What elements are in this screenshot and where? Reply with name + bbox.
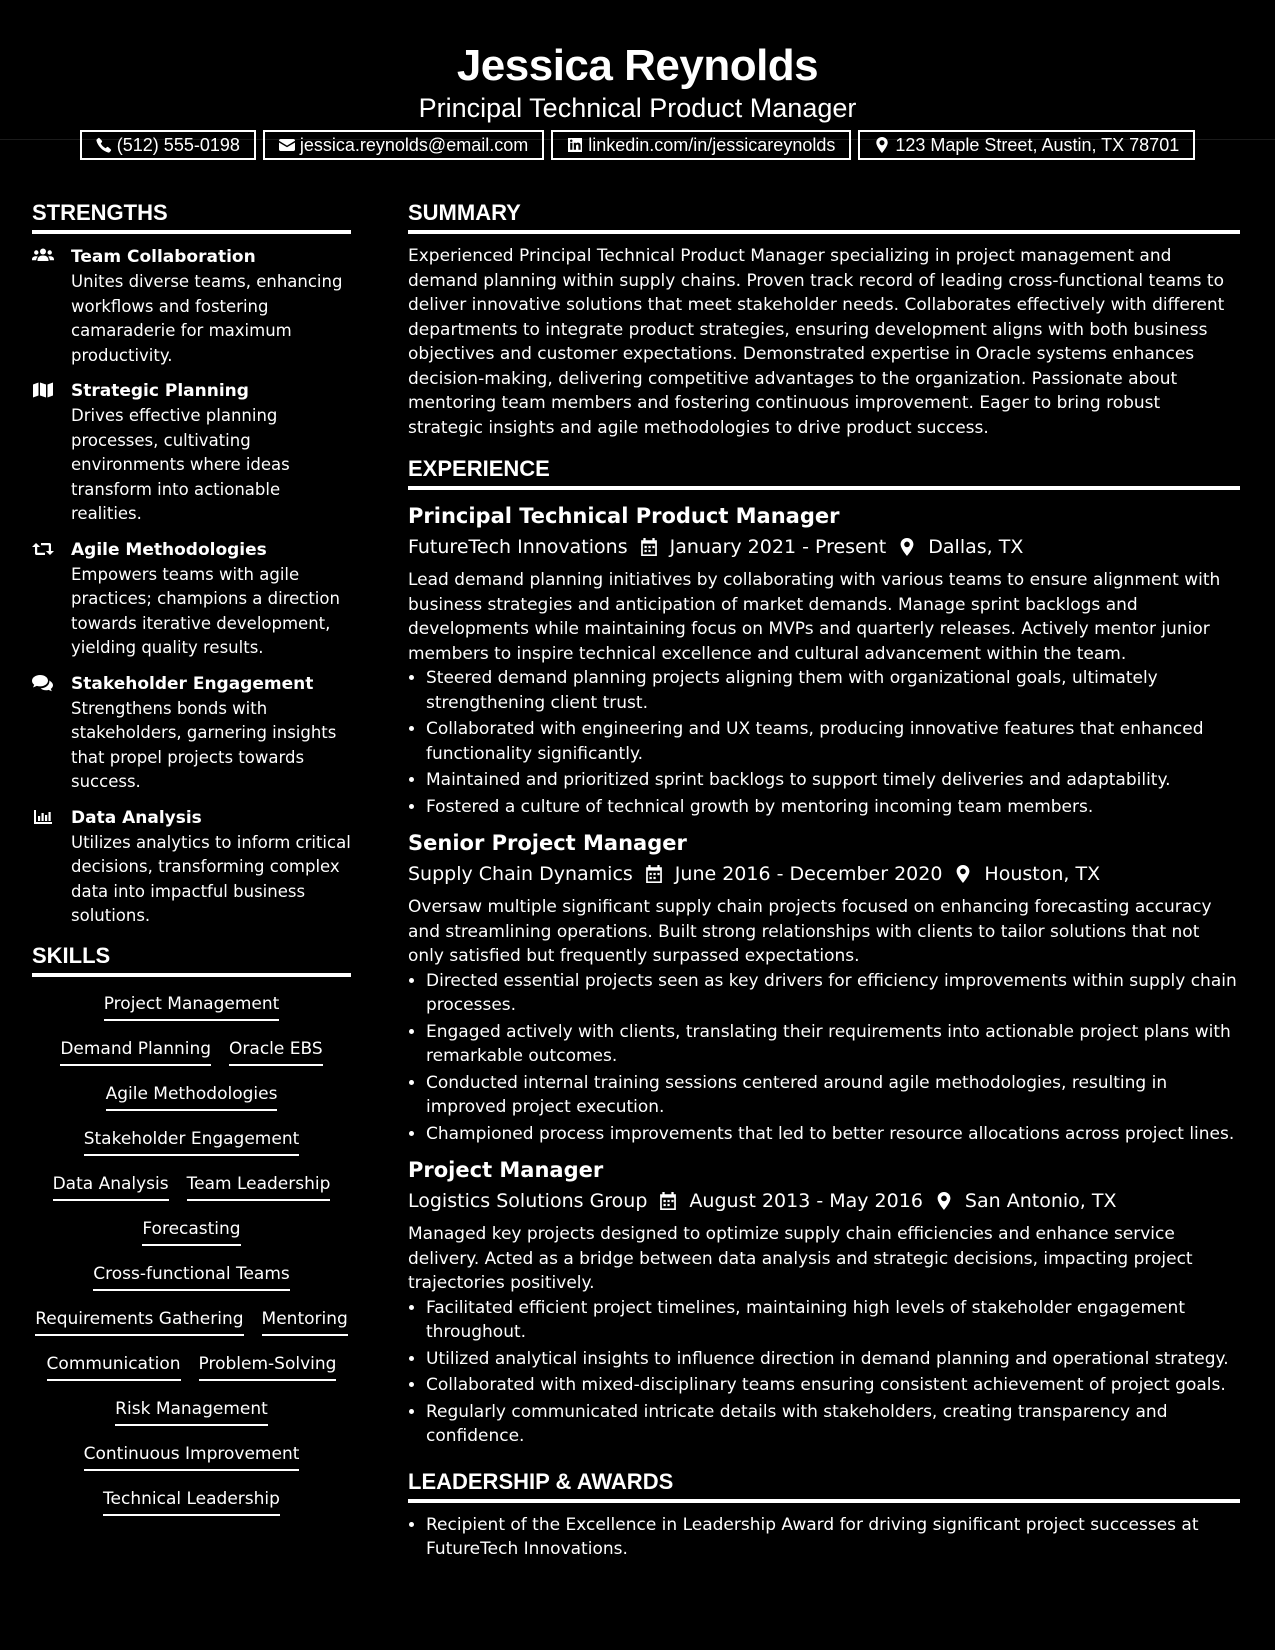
skill-tag: Mentoring xyxy=(262,1306,348,1336)
map-marker-icon xyxy=(954,865,972,883)
job-meta xyxy=(408,859,1240,889)
contact-bar xyxy=(0,130,1275,160)
strength-item xyxy=(32,805,351,929)
job-location: San Antonio, TX xyxy=(964,1190,1117,1212)
strength-title: Strategic Planning xyxy=(71,381,249,401)
strength-title: Team Collaboration xyxy=(71,247,256,267)
job-bullet: • Championed process improvements that led to better resource allocations across project lines. xyxy=(426,1122,1240,1147)
job-dates: January 2021 - Present xyxy=(669,536,887,558)
job-bullets xyxy=(408,1296,1240,1449)
skill-tag: Agile Methodologies xyxy=(106,1081,278,1111)
job-title: Principal Technical Product Manager xyxy=(408,504,840,528)
phone-icon xyxy=(96,137,112,153)
strength-item xyxy=(32,537,351,661)
experience-heading: EXPERIENCE xyxy=(408,454,1240,490)
job-dates: June 2016 - December 2020 xyxy=(674,863,943,885)
strength-item xyxy=(32,244,351,368)
job-bullet: • Utilized analytical insights to influence direction in demand planning and operational strategy. xyxy=(426,1347,1240,1372)
job-company: Logistics Solutions Group xyxy=(408,1190,648,1212)
skill-tag: Continuous Improvement xyxy=(84,1441,300,1471)
strength-item xyxy=(32,671,351,795)
candidate-name: Jessica Reynolds xyxy=(456,41,819,90)
job-bullet: • Facilitated efficient project timelines, maintaining high levels of stakeholder engagement throughout. xyxy=(426,1296,1240,1345)
resume-header xyxy=(0,0,1275,155)
skill-tag: Risk Management xyxy=(115,1396,268,1426)
job-dates: August 2013 - May 2016 xyxy=(689,1190,923,1212)
job-bullets xyxy=(408,666,1240,819)
map-marker-icon xyxy=(898,538,916,556)
map-marker-icon xyxy=(935,1192,953,1210)
job-entry xyxy=(408,827,1240,1146)
skill-tag: Technical Leadership xyxy=(103,1486,280,1516)
contact-phone[interactable] xyxy=(80,130,256,160)
strength-item xyxy=(32,378,351,527)
envelope-icon xyxy=(279,137,295,153)
job-bullet: • Regularly communicated intricate details with stakeholders, creating transparency and confidence. xyxy=(426,1400,1240,1449)
strengths-heading: STRENGTHS xyxy=(32,198,351,234)
job-bullet: • Maintained and prioritized sprint backlogs to support timely deliveries and adaptability. xyxy=(426,768,1240,793)
job-company: Supply Chain Dynamics xyxy=(408,863,633,885)
strength-desc: Strengthens bonds with stakeholders, garnering insights that propel projects towards success. xyxy=(71,698,337,791)
job-meta xyxy=(408,532,1240,562)
job-bullet: • Conducted internal training sessions centered around agile methodologies, resulting in improved project execution. xyxy=(426,1071,1240,1120)
job-bullet: • Steered demand planning projects aligning them with organizational goals, ultimately strengthening client trust. xyxy=(426,666,1240,715)
skill-tag: Communication xyxy=(47,1351,181,1381)
retweet-icon xyxy=(32,540,54,558)
skill-tag: Requirements Gathering xyxy=(35,1306,243,1336)
skill-tag: Cross-functional Teams xyxy=(93,1261,290,1291)
job-entry xyxy=(408,1154,1240,1449)
skill-tag: Team Leadership xyxy=(187,1171,331,1201)
job-bullet: • Engaged actively with clients, translating their requirements into actionable project plans with remarkable outcomes. xyxy=(426,1020,1240,1069)
calendar-icon xyxy=(659,1192,677,1210)
right-column xyxy=(408,198,1240,1564)
job-company: FutureTech Innovations xyxy=(408,536,628,558)
job-title: Project Manager xyxy=(408,1158,604,1182)
strength-title: Agile Methodologies xyxy=(71,539,267,560)
strength-desc: Drives effective planning processes, cultivating environments where ideas transform into actionable realities. xyxy=(71,406,290,523)
job-meta xyxy=(408,1186,1240,1216)
skill-tag: Problem-Solving xyxy=(199,1351,337,1381)
strength-title: Data Analysis xyxy=(71,807,202,828)
skill-tag: Project Management xyxy=(104,991,280,1021)
strength-desc: Utilizes analytics to inform critical decisions, transforming complex data into impactful business solutions. xyxy=(71,832,351,925)
left-column xyxy=(32,198,351,1531)
skill-tag: Forecasting xyxy=(142,1216,240,1246)
map-icon xyxy=(32,381,54,399)
skills-list xyxy=(32,991,351,1531)
map-marker-icon xyxy=(874,137,890,153)
linkedin-icon xyxy=(567,137,583,153)
job-bullets xyxy=(408,969,1240,1147)
email-text: jessica.reynolds@email.com xyxy=(299,134,529,155)
contact-address xyxy=(858,130,1195,160)
job-location: Houston, TX xyxy=(984,863,1101,885)
candidate-title: Principal Technical Product Manager xyxy=(418,93,857,123)
address-text: 123 Maple Street, Austin, TX 78701 xyxy=(895,134,1180,155)
job-description: Managed key projects designed to optimize supply chain efficiencies and enhance service delivery. Acted as a bridge between data analysis and strategic decisions, impacting project trajectories positively. xyxy=(408,1224,1193,1293)
phone-text: (512) 555-0198 xyxy=(116,134,240,155)
linkedin-text: linkedin.com/in/jessicareynolds xyxy=(588,134,836,155)
job-bullet: • Collaborated with mixed-disciplinary teams ensuring consistent achievement of project goals. xyxy=(426,1373,1240,1398)
leadership-heading: LEADERSHIP & AWARDS xyxy=(408,1467,1240,1503)
contact-email[interactable] xyxy=(263,130,544,160)
contact-linkedin[interactable] xyxy=(551,130,851,160)
job-bullet: • Collaborated with engineering and UX teams, producing innovative features that enhanced functionality significantly. xyxy=(426,717,1240,766)
comments-icon xyxy=(32,674,54,692)
leadership-bullets xyxy=(408,1513,1240,1562)
job-bullet: • Directed essential projects seen as key drivers for efficiency improvements within supply chain processes. xyxy=(426,969,1240,1018)
job-bullet: • Fostered a culture of technical growth by mentoring incoming team members. xyxy=(426,795,1240,820)
calendar-icon xyxy=(640,538,658,556)
calendar-icon xyxy=(645,865,663,883)
skill-tag: Data Analysis xyxy=(53,1171,169,1201)
users-icon xyxy=(32,247,54,265)
job-title: Senior Project Manager xyxy=(408,831,687,855)
chart-bar-icon xyxy=(32,808,54,826)
job-location: Dallas, TX xyxy=(928,536,1024,558)
strength-desc: Empowers teams with agile practices; champions a direction towards iterative development, yielding quality results. xyxy=(71,564,340,657)
strength-desc: Unites diverse teams, enhancing workflows and fostering camaraderie for maximum productivity. xyxy=(71,272,343,365)
job-entry xyxy=(408,500,1240,819)
strength-title: Stakeholder Engagement xyxy=(71,673,314,694)
job-description: Oversaw multiple significant supply chain projects focused on enhancing forecasting accuracy and streamlining operations. Built strong relationships with clients to tailor solutions that not only satisfied but frequently surpassed expectations. xyxy=(408,897,1212,966)
award-item: • Recipient of the Excellence in Leadership Award for driving significant project successes at FutureTech Innovations. xyxy=(426,1513,1240,1562)
summary-heading: SUMMARY xyxy=(408,198,1240,234)
skill-tag: Stakeholder Engagement xyxy=(84,1126,300,1156)
job-description: Lead demand planning initiatives by collaborating with various teams to ensure alignment with business strategies and anticipation of market demands. Manage sprint backlogs and developments while maintaining focus on MVPs and quarterly releases. Actively mentor junior members to inspire technical excellence and cultural advancement within the team. xyxy=(408,570,1221,664)
summary-text: Experienced Principal Technical Product Manager specializing in project management and demand planning within supply chains. Proven track record of leading cross-functional teams to deliver innovative solutions that meet stakeholder needs. Collaborates effectively with different departments to integrate product strategies, ensuring development aligns with both business objectives and customer expectations. Demonstrated expertise in Oracle systems enhances decision-making, delivering competitive advantages to the organization. Passionate about mentoring team members and fostering continuous improvement. Eager to bring robust strategic insights and agile methodologies to drive product success. xyxy=(408,246,1225,438)
skill-tag: Demand Planning xyxy=(60,1036,211,1066)
skills-heading: SKILLS xyxy=(32,941,351,977)
skill-tag: Oracle EBS xyxy=(229,1036,323,1066)
